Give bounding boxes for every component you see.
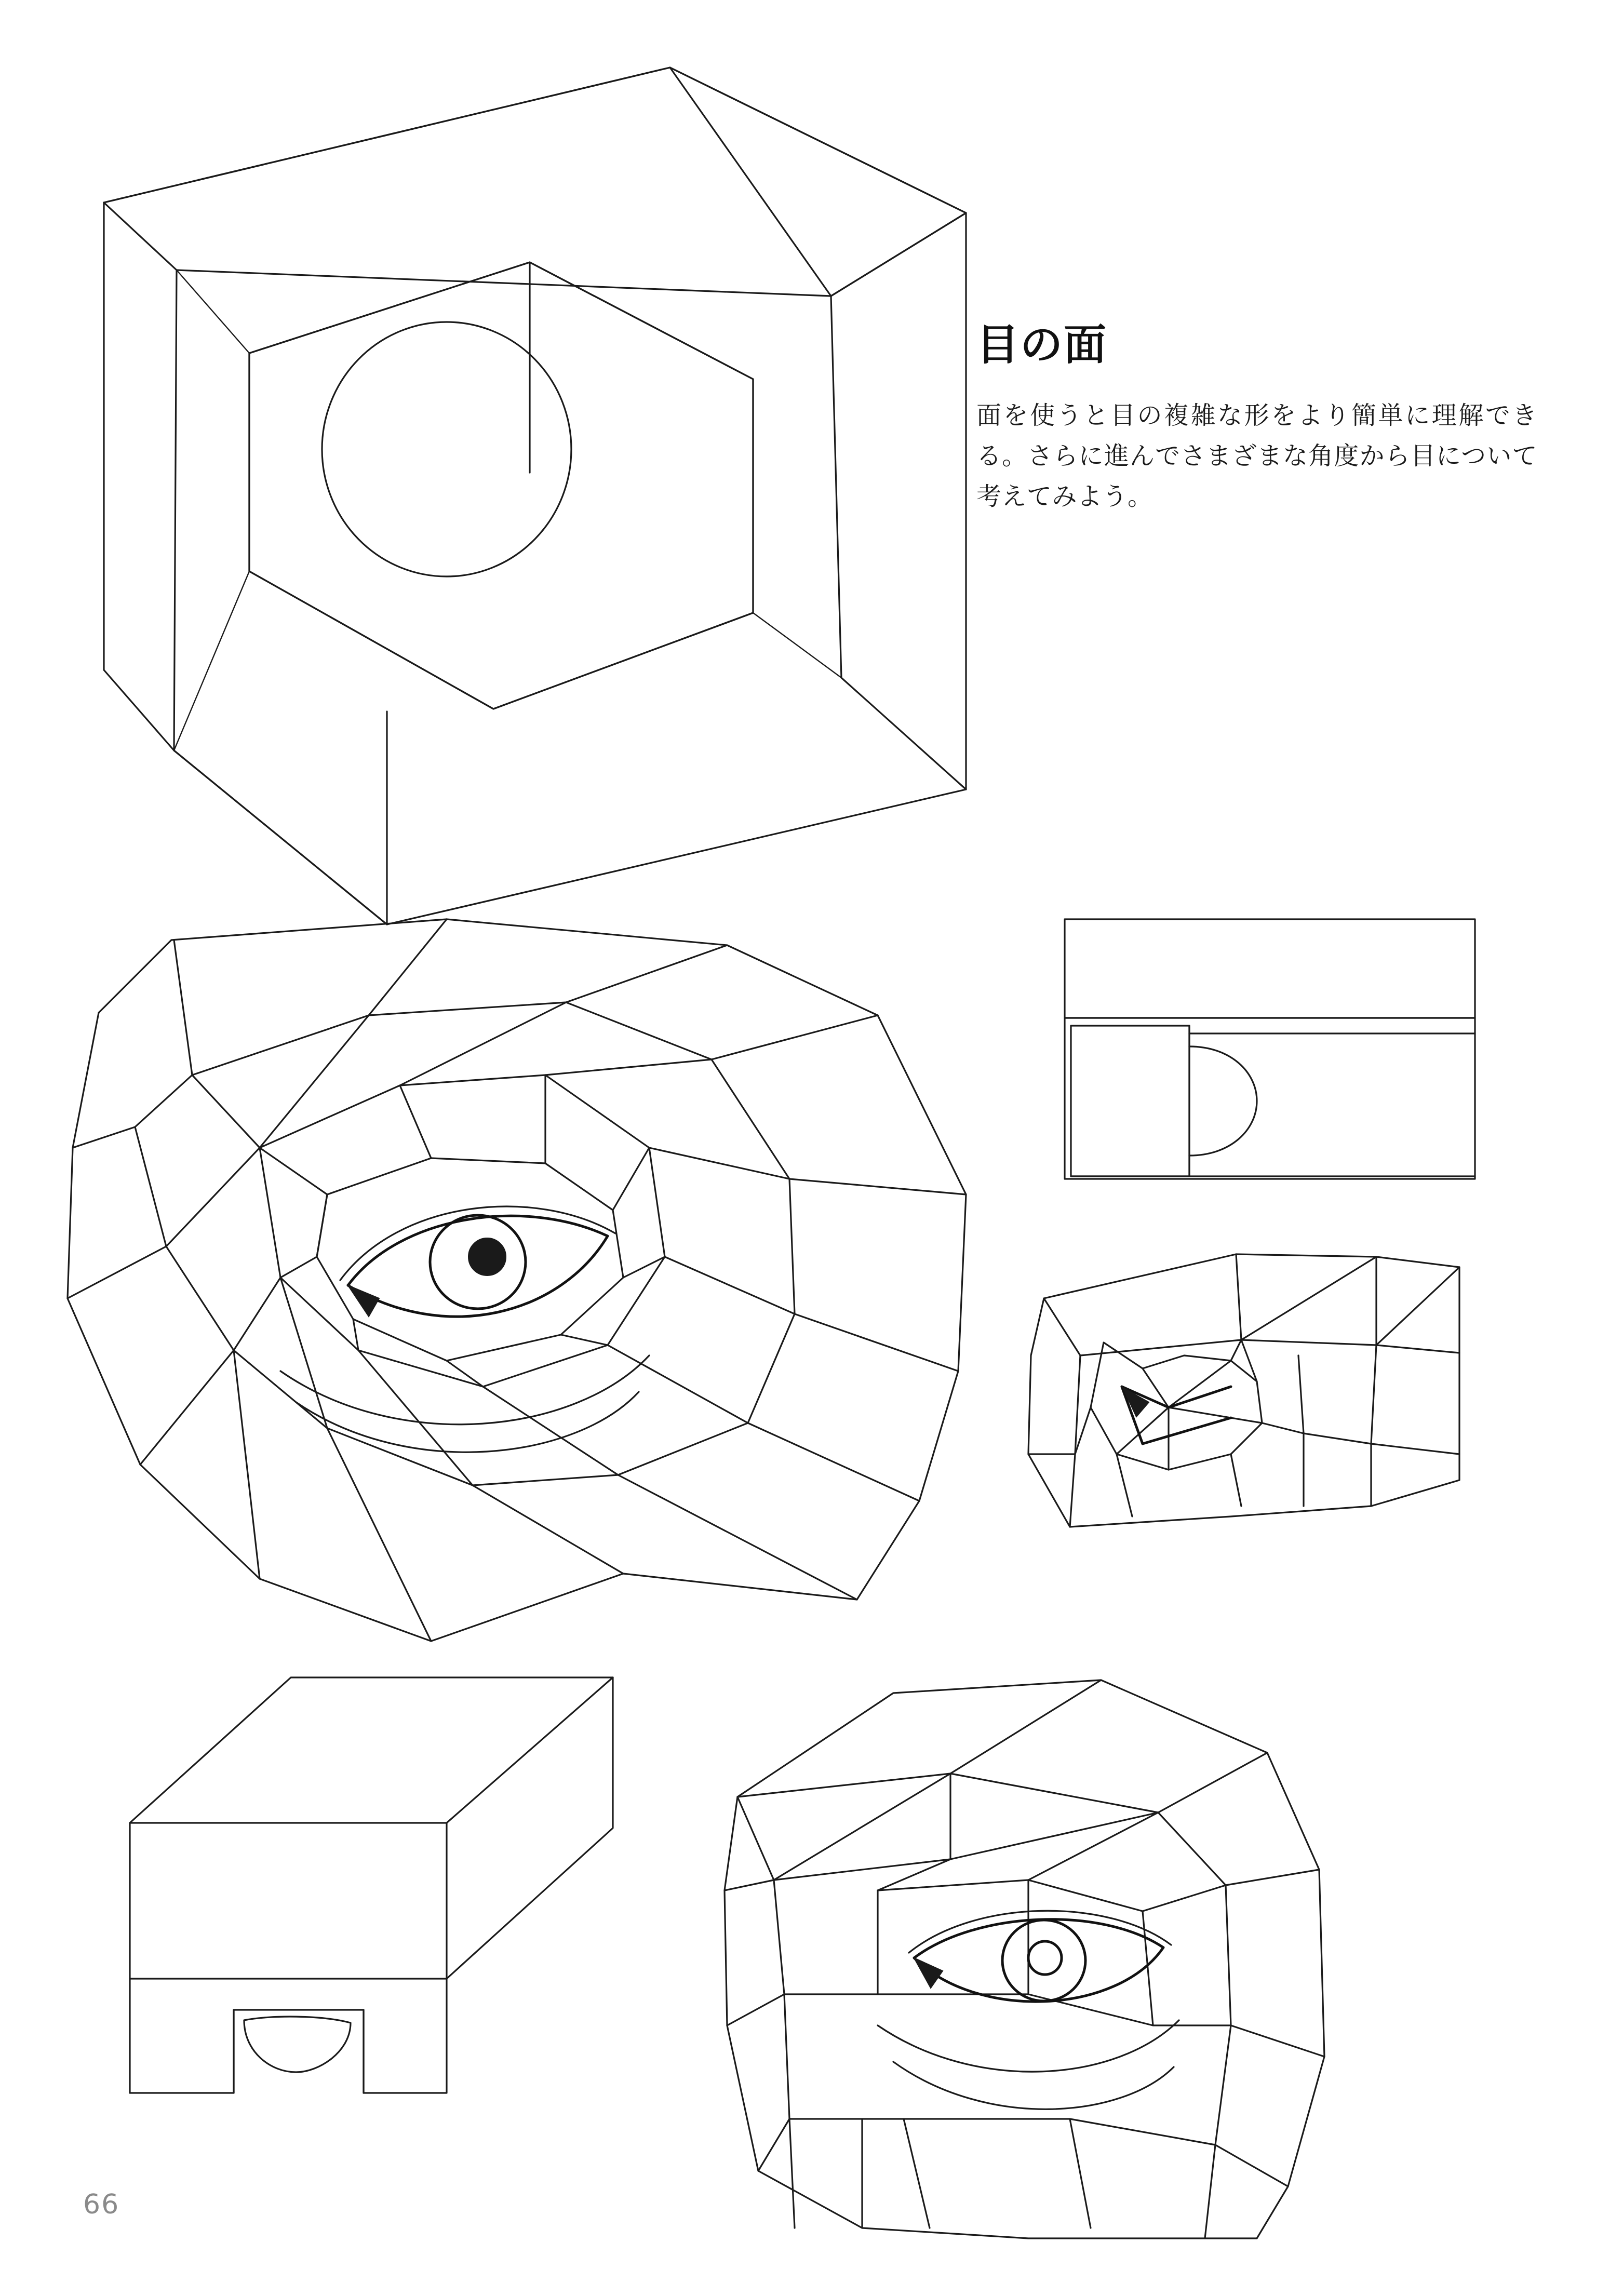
faceted-eye-front-view bbox=[36, 904, 1023, 1714]
faceted-eye-upward-angle-view bbox=[706, 1662, 1381, 2259]
cube-eye-socket-diagram bbox=[83, 47, 966, 930]
faceted-eye-side-view bbox=[1013, 1236, 1470, 1558]
box-bottom-view-diagram bbox=[114, 1657, 634, 2124]
body-paragraph: 面を使うと目の複雑な形をより簡単に理解できる。さらに進んでさまざまな角度から目について考えてみよう。 bbox=[976, 401, 1537, 511]
article-text-block bbox=[976, 322, 1537, 517]
page-title: 目の面 bbox=[976, 320, 1108, 370]
page-number: 66 bbox=[83, 2189, 120, 2220]
box-side-view-diagram bbox=[1059, 914, 1496, 1236]
